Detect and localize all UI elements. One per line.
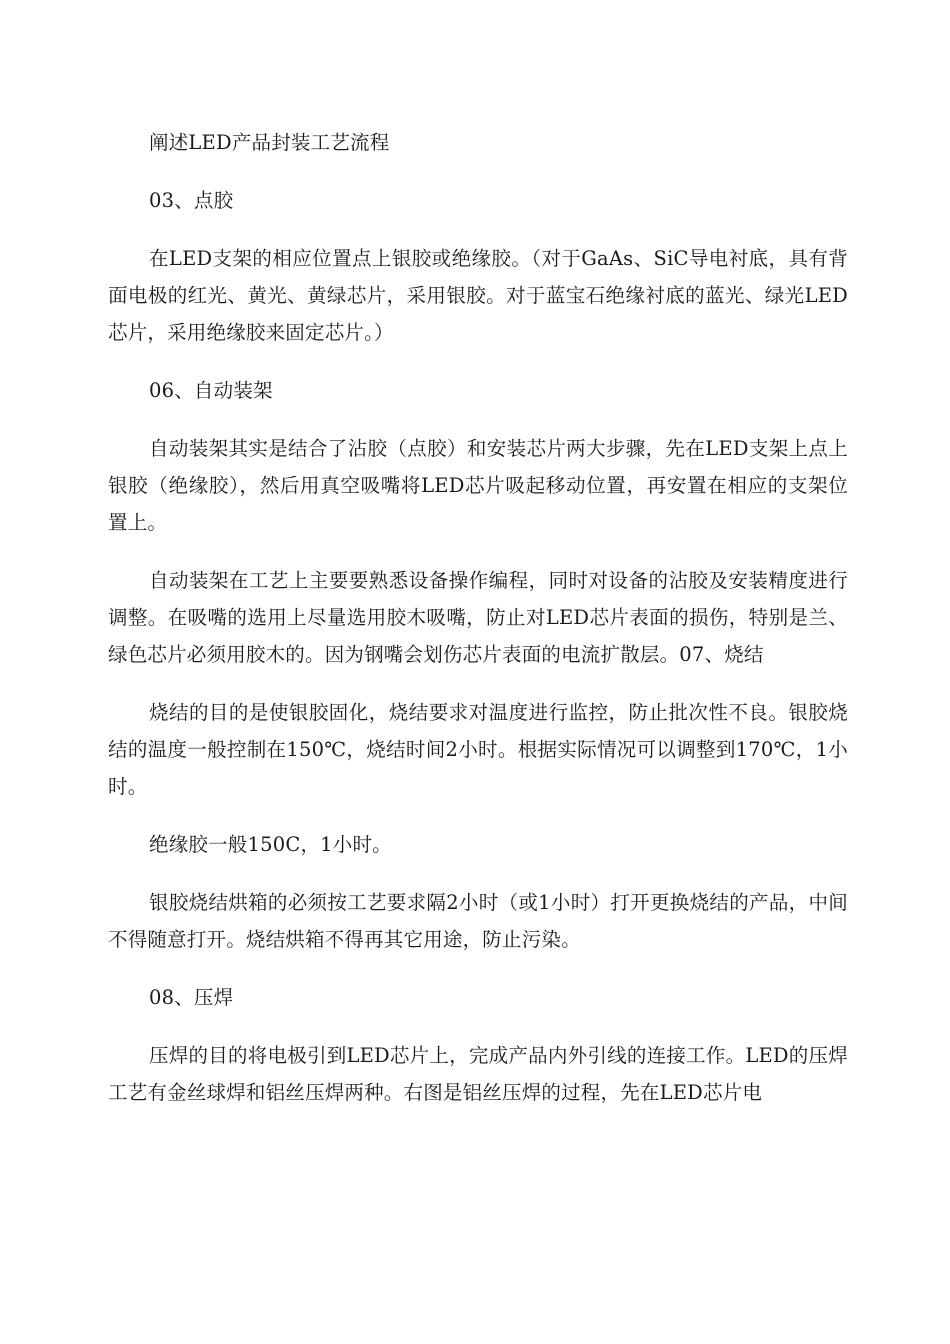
paragraph-dispensing: 在LED支架的相应位置点上银胶或绝缘胶。（对于GaAs、SiC导电衬底，具有背面电极的红光、黄光、黄绿芯片，采用银胶。对于蓝宝石绝缘衬底的蓝光、绿光LED芯片，采用绝缘胶来固定芯片。）: [108, 247, 848, 344]
paragraph-insulating-glue: 绝缘胶一般150C，1小时。: [149, 833, 392, 856]
section-heading-auto-mounting: 06、自动装架: [149, 379, 273, 402]
paragraph-sintering: 烧结的目的是使银胶固化，烧结要求对温度进行监控，防止批次性不良。银胶烧结的温度一般控制在150℃，烧结时间2小时。根据实际情况可以调整到170℃，1小时。: [108, 701, 848, 798]
document-page: [108, 124, 848, 1132]
paragraph-bonding: 压焊的目的将电极引到LED芯片上，完成产品内外引线的连接工作。LED的压焊工艺有金丝球焊和铝丝压焊两种。右图是铝丝压焊的过程，先在LED芯片电: [108, 1044, 848, 1104]
paragraph-auto-mounting-process: 自动装架在工艺上主要要熟悉设备操作编程，同时对设备的沾胶及安装精度进行调整。在吸嘴的选用上尽量选用胶木吸嘴，防止对LED芯片表面的损伤，特别是兰、绿色芯片必须用胶木的。因为钢嘴会划伤芯片表面的电流扩散层。07、烧结: [108, 569, 848, 666]
section-heading-bonding: 08、压焊: [149, 986, 234, 1009]
paragraph-oven-rules: 银胶烧结烘箱的必须按工艺要求隔2小时（或1小时）打开更换烧结的产品，中间不得随意打开。烧结烘箱不得再其它用途，防止污染。: [108, 891, 848, 951]
section-heading-dispensing: 03、点胶: [149, 189, 234, 212]
document-title: 阐述LED产品封装工艺流程: [149, 131, 390, 154]
paragraph-auto-mounting-intro: 自动装架其实是结合了沾胶（点胶）和安装芯片两大步骤，先在LED支架上点上银胶（绝缘胶），然后用真空吸嘴将LED芯片吸起移动位置，再安置在相应的支架位置上。: [108, 437, 848, 534]
